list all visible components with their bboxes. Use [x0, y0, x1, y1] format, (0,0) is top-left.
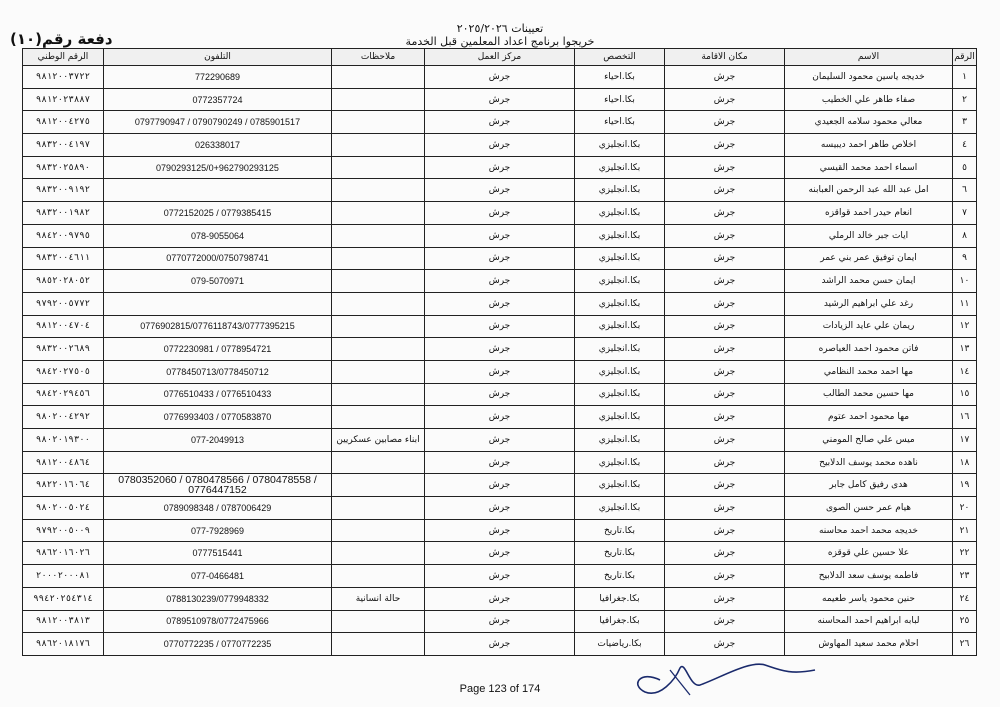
table-row — [23, 610, 977, 633]
cell-notes — [332, 156, 425, 179]
cell-name: حنين محمود ياسر طعيمه — [785, 587, 953, 610]
page-footer: Page 123 of 174 — [459, 683, 541, 695]
cell-phone: 0772230981 / 0778954721 — [104, 338, 332, 361]
cell-national-id: ٩٨٤٢٠٢٧٥٠٥ — [23, 360, 104, 383]
cell-major: بكا.تاريخ — [575, 565, 665, 588]
cell-major: بكا.رياضيات — [575, 633, 665, 656]
cell-major: بكا.انجليزي — [575, 292, 665, 315]
cell-phone — [104, 179, 332, 202]
cell-workplace: جرش — [425, 202, 575, 225]
cell-residence: جرش — [665, 406, 785, 429]
cell-name: امل عبد الله عبد الرحمن العبابنه — [785, 179, 953, 202]
cell-num: ١٢ — [953, 315, 977, 338]
table-row — [23, 292, 977, 315]
cell-num: ٧ — [953, 202, 977, 225]
cell-major: بكا.انجليزي — [575, 224, 665, 247]
cell-residence: جرش — [665, 565, 785, 588]
cell-name: اسماء احمد محمد القيسي — [785, 156, 953, 179]
cell-name: فاتن محمود احمد العياصره — [785, 338, 953, 361]
cell-name: اخلاص طاهر احمد ديبيسه — [785, 134, 953, 157]
cell-phone: 0770772235 / 0770772235 — [104, 633, 332, 656]
cell-national-id: ٩٨٦٢٠١٦٠٢٦ — [23, 542, 104, 565]
batch-number: دفعة رقم(١٠) — [10, 30, 113, 48]
cell-workplace: جرش — [425, 474, 575, 497]
cell-phone: 0776510433 / 0776510433 — [104, 383, 332, 406]
cell-phone: 0788130239/0779948332 — [104, 587, 332, 610]
col-name: الاسم — [785, 49, 953, 66]
cell-name: انعام حيدر احمد قواقزه — [785, 202, 953, 225]
cell-major: بكا.انجليزي — [575, 474, 665, 497]
cell-num: ٩ — [953, 247, 977, 270]
col-phone: التلفون — [104, 49, 332, 66]
cell-num: ١٠ — [953, 270, 977, 293]
cell-notes — [332, 633, 425, 656]
cell-national-id: ٩٨٣٢٠٠١٩٨٢ — [23, 202, 104, 225]
cell-workplace: جرش — [425, 270, 575, 293]
cell-name: مها حسين محمد الطالب — [785, 383, 953, 406]
cell-national-id: ٩٨٣٢٠٠٤٦١١ — [23, 247, 104, 270]
cell-num: ١٤ — [953, 360, 977, 383]
cell-notes — [332, 270, 425, 293]
cell-national-id: ٩٨٣٢٠٠٩١٩٢ — [23, 179, 104, 202]
cell-notes — [332, 519, 425, 542]
cell-residence: جرش — [665, 497, 785, 520]
cell-workplace: جرش — [425, 429, 575, 452]
table-row — [23, 247, 977, 270]
cell-major: بكا.انجليزي — [575, 451, 665, 474]
cell-name: هدى رفيق كامل جابر — [785, 474, 953, 497]
cell-notes — [332, 315, 425, 338]
table-row — [23, 542, 977, 565]
cell-notes — [332, 338, 425, 361]
cell-major: بكا.انجليزي — [575, 360, 665, 383]
cell-major: بكا.انجليزي — [575, 429, 665, 452]
cell-num: ١٦ — [953, 406, 977, 429]
cell-phone: 077-0466481 — [104, 565, 332, 588]
cell-phone: 0772357724 — [104, 88, 332, 111]
cell-notes — [332, 202, 425, 225]
cell-workplace: جرش — [425, 565, 575, 588]
cell-workplace: جرش — [425, 587, 575, 610]
table-row — [23, 633, 977, 656]
cell-workplace: جرش — [425, 542, 575, 565]
cell-workplace: جرش — [425, 66, 575, 89]
cell-notes: ابناء مصابين عسكريين — [332, 429, 425, 452]
header-title: تعيينات ٢٠٢٥/٢٠٢٦ — [456, 22, 544, 35]
cell-phone: 0789510978/0772475966 — [104, 610, 332, 633]
cell-name: ناهده محمد يوسف الدلابيح — [785, 451, 953, 474]
cell-residence: جرش — [665, 429, 785, 452]
cell-notes — [332, 224, 425, 247]
cell-residence: جرش — [665, 542, 785, 565]
cell-phone: 0790293125/0+962790293125 — [104, 156, 332, 179]
cell-national-id: ٩٨٤٢٠٠٩٧٩٥ — [23, 224, 104, 247]
cell-residence: جرش — [665, 587, 785, 610]
cell-name: ايات جبر خالد الرملي — [785, 224, 953, 247]
cell-phone: 772290689 — [104, 66, 332, 89]
table-row — [23, 270, 977, 293]
cell-national-id: ٩٨٣٢٠٠٤١٩٧ — [23, 134, 104, 157]
cell-residence: جرش — [665, 338, 785, 361]
cell-name: فاطمه يوسف سعد الدلابيح — [785, 565, 953, 588]
cell-phone: 0780352060 / 0780478566 / 0780478558 / 0776447152 — [104, 474, 332, 497]
cell-phone: 0776993403 / 0770583870 — [104, 406, 332, 429]
cell-notes: حالة انسانية — [332, 587, 425, 610]
table-row — [23, 519, 977, 542]
cell-name: لبابه ابراهيم احمد المحاسنه — [785, 610, 953, 633]
cell-workplace: جرش — [425, 406, 575, 429]
cell-workplace: جرش — [425, 292, 575, 315]
cell-national-id: ٩٨٥٢٠٢٨٠٥٢ — [23, 270, 104, 293]
cell-workplace: جرش — [425, 519, 575, 542]
cell-notes — [332, 383, 425, 406]
cell-major: بكا.انجليزي — [575, 338, 665, 361]
cell-major: بكا.انجليزي — [575, 179, 665, 202]
cell-national-id: ٩٨٣٢٠٠٢٦٨٩ — [23, 338, 104, 361]
cell-notes — [332, 565, 425, 588]
table-row — [23, 179, 977, 202]
cell-residence: جرش — [665, 270, 785, 293]
cell-national-id: ٩٨٢٢٠١٦٠٦٤ — [23, 474, 104, 497]
cell-notes — [332, 247, 425, 270]
cell-name: هيام عمر حسن الصوى — [785, 497, 953, 520]
cell-major: بكا.انجليزي — [575, 315, 665, 338]
cell-notes — [332, 474, 425, 497]
cell-workplace: جرش — [425, 360, 575, 383]
cell-workplace: جرش — [425, 338, 575, 361]
cell-residence: جرش — [665, 224, 785, 247]
col-national-id: الرقم الوطني — [23, 49, 104, 66]
table-row — [23, 383, 977, 406]
cell-phone: 0777515441 — [104, 542, 332, 565]
cell-name: خديجه ياسين محمود السليمان — [785, 66, 953, 89]
cell-national-id: ٩٧٩٢٠٠٥٠٠٩ — [23, 519, 104, 542]
table-row — [23, 360, 977, 383]
cell-national-id: ٢٠٠٠٢٠٠٠٨١ — [23, 565, 104, 588]
cell-major: بكا.احياء — [575, 88, 665, 111]
table-row — [23, 587, 977, 610]
cell-num: ٣ — [953, 111, 977, 134]
cell-workplace: جرش — [425, 111, 575, 134]
cell-phone: 077-7928969 — [104, 519, 332, 542]
cell-residence: جرش — [665, 179, 785, 202]
cell-phone: 079-5070971 — [104, 270, 332, 293]
table-row — [23, 156, 977, 179]
cell-workplace: جرش — [425, 610, 575, 633]
cell-name: معالي محمود سلامه الجعيدي — [785, 111, 953, 134]
cell-workplace: جرش — [425, 179, 575, 202]
cell-num: ١٩ — [953, 474, 977, 497]
cell-residence: جرش — [665, 360, 785, 383]
cell-major: بكا.انجليزي — [575, 134, 665, 157]
cell-workplace: جرش — [425, 633, 575, 656]
table-row — [23, 111, 977, 134]
cell-national-id: ٩٨١٢٠٠٣٧٢٢ — [23, 66, 104, 89]
table-row — [23, 224, 977, 247]
cell-residence: جرش — [665, 66, 785, 89]
cell-major: بكا.انجليزي — [575, 270, 665, 293]
cell-notes — [332, 406, 425, 429]
cell-national-id: ٩٨٠٢٠١٩٣٠٠ — [23, 429, 104, 452]
cell-num: ٢٥ — [953, 610, 977, 633]
cell-workplace: جرش — [425, 224, 575, 247]
cell-num: ٢٦ — [953, 633, 977, 656]
cell-major: بكا.تاريخ — [575, 519, 665, 542]
table-row — [23, 134, 977, 157]
cell-phone: 0776902815/0776118743/0777395215 — [104, 315, 332, 338]
cell-num: ١١ — [953, 292, 977, 315]
cell-phone: 0772152025 / 0779385415 — [104, 202, 332, 225]
cell-name: خديجه محمد احمد محاسنه — [785, 519, 953, 542]
cell-phone: 0770772000/0750798741 — [104, 247, 332, 270]
table-row — [23, 451, 977, 474]
cell-phone: 077-2049913 — [104, 429, 332, 452]
cell-phone — [104, 292, 332, 315]
cell-major: بكا.انجليزي — [575, 383, 665, 406]
cell-residence: جرش — [665, 633, 785, 656]
header-subtitle: خريجوا برنامج اعداد المعلمين قبل الخدمة — [405, 35, 595, 48]
cell-workplace: جرش — [425, 134, 575, 157]
col-notes: ملاحظات — [332, 49, 425, 66]
table-row — [23, 565, 977, 588]
cell-name: ريمان علي عايد الزيادات — [785, 315, 953, 338]
cell-major: بكا.احياء — [575, 111, 665, 134]
appointments-table — [22, 48, 977, 656]
table-row — [23, 66, 977, 89]
cell-name: علا حسين علي قوقزه — [785, 542, 953, 565]
cell-phone: 0778450713/0778450712 — [104, 360, 332, 383]
cell-num: ٨ — [953, 224, 977, 247]
cell-num: ١٧ — [953, 429, 977, 452]
cell-notes — [332, 111, 425, 134]
cell-name: احلام محمد سعيد المهاوش — [785, 633, 953, 656]
cell-num: ١٣ — [953, 338, 977, 361]
cell-residence: جرش — [665, 315, 785, 338]
cell-notes — [332, 497, 425, 520]
cell-major: بكا.انجليزي — [575, 497, 665, 520]
cell-num: ٦ — [953, 179, 977, 202]
cell-num: ١ — [953, 66, 977, 89]
cell-major: بكا.انجليزي — [575, 406, 665, 429]
cell-notes — [332, 360, 425, 383]
cell-notes — [332, 451, 425, 474]
table-header-row — [23, 49, 977, 66]
cell-residence: جرش — [665, 474, 785, 497]
cell-national-id: ٩٨١٢٠٠٤٧٠٤ — [23, 315, 104, 338]
cell-phone: 078-9055064 — [104, 224, 332, 247]
cell-major: بكا.جغرافيا — [575, 587, 665, 610]
cell-residence: جرش — [665, 247, 785, 270]
cell-workplace: جرش — [425, 88, 575, 111]
cell-num: ٥ — [953, 156, 977, 179]
cell-phone: 0789098348 / 0787006429 — [104, 497, 332, 520]
cell-num: ٢٤ — [953, 587, 977, 610]
cell-phone — [104, 451, 332, 474]
cell-national-id: ٩٨١٢٠٠٣٨١٣ — [23, 610, 104, 633]
cell-workplace: جرش — [425, 451, 575, 474]
cell-name: صفاء طاهر علي الخطيب — [785, 88, 953, 111]
cell-notes — [332, 542, 425, 565]
cell-num: ١٨ — [953, 451, 977, 474]
cell-name: مها احمد محمد النظامي — [785, 360, 953, 383]
cell-phone: 0797790947 / 0790790249 / 0785901517 — [104, 111, 332, 134]
cell-major: بكا.انجليزي — [575, 202, 665, 225]
cell-name: رغد علي ابراهيم الرشيد — [785, 292, 953, 315]
cell-name: مها محمود احمد عتوم — [785, 406, 953, 429]
cell-major: بكا.جغرافيا — [575, 610, 665, 633]
cell-num: ٢٠ — [953, 497, 977, 520]
cell-residence: جرش — [665, 610, 785, 633]
table-row — [23, 338, 977, 361]
table-row — [23, 406, 977, 429]
cell-num: ٢١ — [953, 519, 977, 542]
cell-workplace: جرش — [425, 247, 575, 270]
cell-notes — [332, 610, 425, 633]
table-row — [23, 88, 977, 111]
col-num: الرقم — [953, 49, 977, 66]
cell-national-id: ٩٨٠٢٠٠٤٢٩٢ — [23, 406, 104, 429]
cell-notes — [332, 292, 425, 315]
cell-national-id: ٩٨٦٢٠١٨١٧٦ — [23, 633, 104, 656]
cell-notes — [332, 66, 425, 89]
cell-residence: جرش — [665, 519, 785, 542]
table-row — [23, 315, 977, 338]
cell-major: بكا.انجليزي — [575, 247, 665, 270]
cell-name: ايمان توفيق عمر بني عمر — [785, 247, 953, 270]
cell-residence: جرش — [665, 134, 785, 157]
cell-notes — [332, 134, 425, 157]
cell-national-id: ٩٨١٢٠٢٣٨٨٧ — [23, 88, 104, 111]
cell-name: ميس علي صالح المومني — [785, 429, 953, 452]
cell-workplace: جرش — [425, 156, 575, 179]
cell-national-id: ٩٨١٢٠٠٤٢٧٥ — [23, 111, 104, 134]
cell-num: ٢ — [953, 88, 977, 111]
cell-workplace: جرش — [425, 383, 575, 406]
cell-national-id: ٩٨١٢٠٠٤٨٦٤ — [23, 451, 104, 474]
cell-notes — [332, 88, 425, 111]
cell-residence: جرش — [665, 202, 785, 225]
cell-major: بكا.تاريخ — [575, 542, 665, 565]
cell-residence: جرش — [665, 88, 785, 111]
cell-national-id: ٩٨٠٢٠٠٥٠٢٤ — [23, 497, 104, 520]
cell-major: بكا.احياء — [575, 66, 665, 89]
cell-major: بكا.انجليزي — [575, 156, 665, 179]
cell-national-id: ٩٨٣٢٠٢٥٨٩٠ — [23, 156, 104, 179]
cell-name: ايمان حسن محمد الراشد — [785, 270, 953, 293]
cell-residence: جرش — [665, 383, 785, 406]
cell-num: ٤ — [953, 134, 977, 157]
cell-residence: جرش — [665, 292, 785, 315]
cell-num: ١٥ — [953, 383, 977, 406]
cell-residence: جرش — [665, 156, 785, 179]
cell-workplace: جرش — [425, 497, 575, 520]
col-major: التخصص — [575, 49, 665, 66]
col-residence: مكان الاقامة — [665, 49, 785, 66]
cell-national-id: ٩٧٩٢٠٠٥٧٧٢ — [23, 292, 104, 315]
table-row — [23, 497, 977, 520]
cell-national-id: ٩٨٤٢٠٢٩٤٥٦ — [23, 383, 104, 406]
table-row — [23, 202, 977, 225]
cell-residence: جرش — [665, 451, 785, 474]
cell-num: ٢٣ — [953, 565, 977, 588]
table-row — [23, 429, 977, 452]
cell-num: ٢٢ — [953, 542, 977, 565]
col-workplace: مركز العمل — [425, 49, 575, 66]
cell-phone: 026338017 — [104, 134, 332, 157]
cell-national-id: ٩٩٤٢٠٢٥٤٣١٤ — [23, 587, 104, 610]
cell-workplace: جرش — [425, 315, 575, 338]
cell-notes — [332, 179, 425, 202]
table-row — [23, 474, 977, 497]
cell-residence: جرش — [665, 111, 785, 134]
